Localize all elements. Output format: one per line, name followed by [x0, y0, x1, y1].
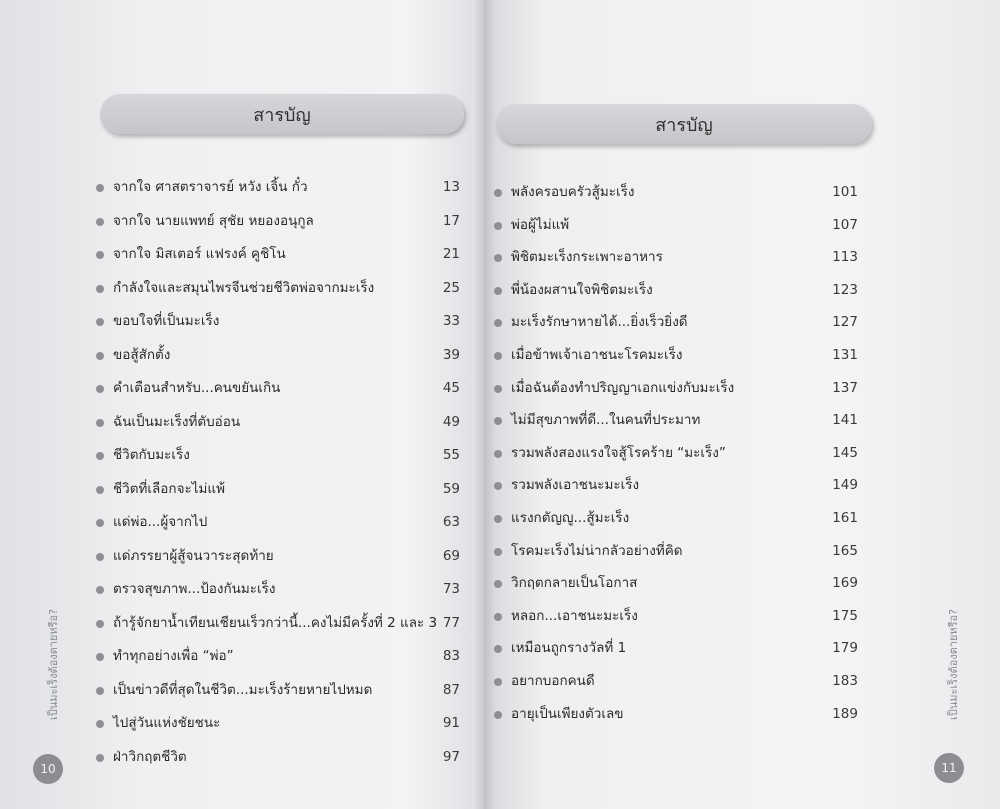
toc-entry-page: 33 — [442, 313, 460, 329]
bullet-icon — [96, 553, 104, 561]
toc-entry-title: จากใจ มิสเตอร์ แฟรงค์ คูชิโน — [113, 246, 286, 262]
toc-entry-page: 45 — [442, 380, 460, 396]
bullet-icon — [96, 184, 104, 192]
toc-entry-page: 123 — [832, 281, 858, 298]
toc-entry-title: แด่พ่อ...ผู้จากไป — [113, 514, 208, 530]
toc-entry-title: คำเตือนสำหรับ...คนขยันเกิน — [113, 380, 281, 396]
toc-entry-page: 175 — [832, 607, 858, 624]
toc-entry — [494, 474, 1000, 498]
bullet-icon — [96, 486, 104, 494]
toc-entry — [494, 605, 1000, 629]
toc-entry-page: 169 — [832, 575, 858, 592]
bullet-icon — [96, 251, 104, 259]
bullet-icon — [96, 452, 104, 460]
toc-entry-title: ฝ่าวิกฤตชีวิต — [113, 748, 187, 765]
toc-entry-title: แรงกตัญญู...สู้มะเร็ง — [511, 510, 630, 526]
toc-entry-title: อายุเป็นเพียงตัวเลข — [511, 705, 624, 722]
toc-entry-page: 49 — [442, 413, 460, 430]
toc-entry — [494, 246, 1000, 270]
toc-entry-title: โรคมะเร็งไม่น่ากลัวอย่างที่คิด — [511, 542, 683, 559]
bullet-icon — [96, 720, 104, 728]
toc-entry-title: ตรวจสุขภาพ...ป้องกันมะเร็ง — [113, 581, 276, 597]
page-number-right: 11 — [934, 753, 964, 783]
toc-entry-page: 25 — [442, 279, 460, 296]
toc-entry-title: กำลังใจและสมุนไพรจีนช่วยชีวิตพ่อจากมะเร็ง — [113, 279, 375, 296]
toc-entry-page: 87 — [442, 681, 460, 698]
toc-entry — [494, 540, 1000, 564]
toc-entry-page: 101 — [832, 184, 858, 200]
toc-entry-title: พี่น้องผสานใจพิชิตมะเร็ง — [511, 281, 653, 298]
toc-entry-page: 145 — [832, 444, 858, 461]
bullet-icon — [96, 653, 104, 661]
toc-entry-page: 183 — [832, 673, 858, 689]
page-number-left: 10 — [33, 754, 63, 784]
toc-entry-title: แด่ภรรยาผู้สู้จนวาระสุดท้าย — [113, 547, 274, 564]
toc-entry-title: ไปสู่วันแห่งชัยชนะ — [113, 715, 221, 731]
toc-entry-page: 73 — [442, 581, 460, 597]
bullet-icon — [96, 586, 104, 594]
toc-entry-title: อยากบอกคนดี — [511, 673, 595, 689]
toc-entry-title: รวมพลังเอาชนะมะเร็ง — [511, 477, 640, 494]
toc-entry-title: พิชิตมะเร็งกระเพาะอาหาร — [511, 249, 663, 266]
toc-entry-title: จากใจ นายแพทย์ สุชัย หยองอนุกูล — [113, 212, 314, 229]
toc-entry-title: พลังครอบครัวสู้มะเร็ง — [511, 184, 635, 200]
toc-entry — [494, 279, 1000, 303]
toc-entry-title: รวมพลังสองแรงใจสู้โรคร้าย “มะเร็ง” — [511, 444, 726, 461]
toc-entry-title: ขอบใจที่เป็นมะเร็ง — [113, 313, 220, 329]
bullet-icon — [96, 754, 104, 762]
bullet-icon — [96, 352, 104, 360]
toc-entry-page: 189 — [832, 705, 858, 722]
toc-entry-page: 83 — [442, 648, 460, 664]
toc-title-right: สารบัญ — [496, 104, 872, 144]
toc-entry-page: 165 — [832, 542, 858, 559]
toc-entry-title: ชีวิตที่เลือกจะไม่แพ้ — [113, 480, 226, 497]
book-gutter — [474, 0, 496, 809]
toc-entry-page: 69 — [442, 547, 460, 564]
toc-entry-page: 13 — [442, 179, 460, 195]
bullet-icon — [96, 285, 104, 293]
toc-entry-title: เมื่อฉันต้องทำปริญญาเอกแข่งกับมะเร็ง — [511, 379, 735, 396]
bullet-icon — [96, 385, 104, 393]
left-page — [0, 0, 484, 809]
toc-entry-page: 161 — [832, 510, 858, 526]
toc-entry-title: มะเร็งรักษาหายได้...ยิ่งเร็วยิ่งดี — [511, 314, 688, 331]
bullet-icon — [96, 687, 104, 695]
toc-entry-title: ถ้ารู้จักยาน้ำเทียนเชียนเร็วกว่านี้...คงไม่มีครั้งที่ 2 และ 3 — [113, 614, 438, 631]
toc-entry-page: 149 — [832, 477, 858, 494]
toc-title-left: สารบัญ — [100, 94, 464, 134]
toc-list-left — [0, 0, 484, 809]
bullet-icon — [96, 519, 104, 527]
toc-entry-page: 39 — [442, 346, 460, 363]
toc-list-right — [484, 0, 1000, 809]
toc-entry-title: ขอสู้สักตั้ง — [113, 346, 171, 363]
toc-entry-title: เหมือนถูกรางวัลที่ 1 — [511, 640, 627, 657]
right-page — [484, 0, 1000, 809]
bullet-icon — [96, 419, 104, 427]
toc-entry-page: 127 — [832, 314, 858, 331]
toc-entry-title: วิกฤตกลายเป็นโอกาส — [511, 575, 638, 592]
toc-entry-title: ทำทุกอย่างเพื่อ “พ่อ” — [113, 648, 234, 664]
running-head-right: เป็นมะเร็งต้องตายหรือ? — [947, 609, 960, 720]
toc-entry-page: 63 — [442, 514, 460, 530]
toc-entry-page: 21 — [442, 246, 460, 262]
toc-entry — [494, 181, 1000, 205]
toc-entry — [494, 214, 1000, 238]
toc-entry-title: หลอก...เอาชนะมะเร็ง — [511, 607, 638, 624]
toc-entry-page: 141 — [832, 412, 858, 429]
bullet-icon — [96, 318, 104, 326]
toc-entry-page: 59 — [442, 480, 460, 497]
toc-entry — [494, 670, 1000, 694]
toc-entry-title: ฉันเป็นมะเร็งที่ตับอ่อน — [113, 413, 241, 430]
toc-entry-page: 97 — [442, 748, 460, 765]
running-head-left: เป็นมะเร็งต้องตายหรือ? — [47, 609, 60, 720]
toc-entry-page: 131 — [832, 347, 858, 363]
toc-entry — [494, 637, 1000, 661]
toc-entry-title: พ่อผู้ไม่แพ้ — [511, 216, 570, 233]
toc-entry-title: จากใจ ศาสตราจารย์ หวัง เจิ้น กั๋ว — [113, 179, 308, 195]
toc-entry-title: เป็นข่าวดีที่สุดในชีวิต...มะเร็งร้ายหายไปหมด — [113, 681, 373, 698]
toc-entry — [494, 703, 1000, 727]
toc-entry — [494, 377, 1000, 401]
toc-entry-page: 91 — [442, 715, 460, 731]
toc-entry — [494, 442, 1000, 466]
toc-entry-page: 113 — [832, 249, 858, 266]
toc-entry — [494, 311, 1000, 335]
toc-entry — [494, 344, 1000, 368]
toc-entry-title: เมื่อข้าพเจ้าเอาชนะโรคมะเร็ง — [511, 347, 683, 363]
toc-entry-title: ไม่มีสุขภาพที่ดี...ในคนที่ประมาท — [511, 412, 701, 429]
toc-entry — [494, 409, 1000, 433]
toc-entry — [494, 572, 1000, 596]
toc-entry-page: 17 — [442, 212, 460, 229]
bullet-icon — [96, 218, 104, 226]
toc-entry-page: 77 — [442, 614, 460, 631]
toc-entry-page: 137 — [832, 379, 858, 396]
toc-entry-page: 179 — [832, 640, 858, 657]
bullet-icon — [96, 620, 104, 628]
toc-entry — [494, 507, 1000, 531]
toc-entry-page: 55 — [442, 447, 460, 463]
toc-entry-title: ชีวิตกับมะเร็ง — [113, 447, 190, 463]
toc-entry-page: 107 — [832, 216, 858, 233]
